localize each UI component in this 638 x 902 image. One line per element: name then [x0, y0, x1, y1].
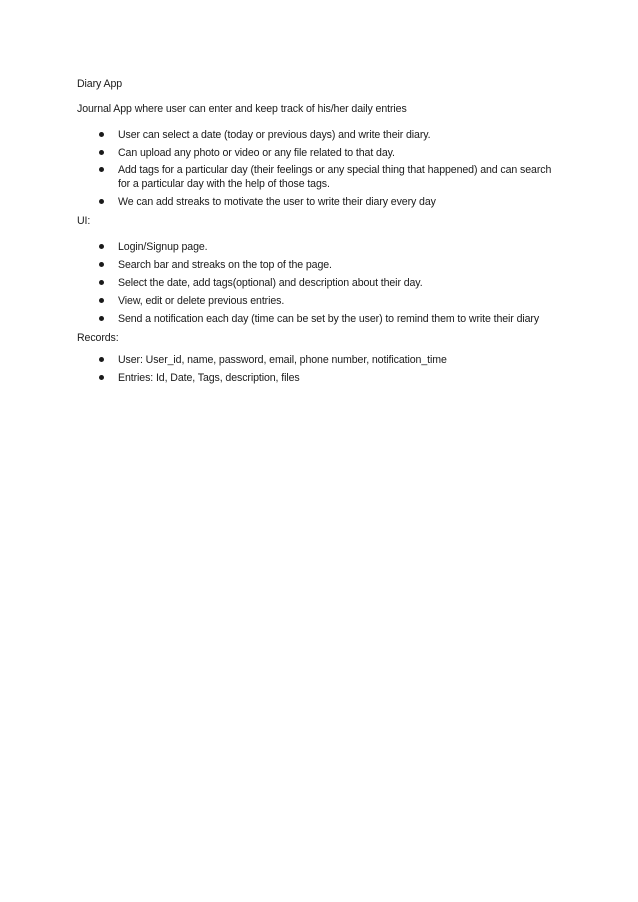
bullet-icon — [99, 262, 104, 267]
records-heading: Records: — [77, 332, 119, 344]
list-item: View, edit or delete previous entries. — [0, 294, 558, 308]
list-item: We can add streaks to motivate the user to write their diary every day — [0, 195, 558, 209]
document-title: Diary App — [77, 78, 123, 90]
features-list — [0, 128, 638, 214]
bullet-icon — [99, 316, 104, 321]
intro-paragraph: Journal App where user can enter and keep track of his/her daily entries — [77, 103, 407, 115]
bullet-icon — [99, 244, 104, 249]
bullet-icon — [99, 167, 104, 172]
list-item: Send a notification each day (time can be set by the user) to remind them to write their diary — [0, 312, 558, 326]
list-item: Login/Signup page. — [0, 240, 558, 254]
bullet-icon — [99, 280, 104, 285]
list-item: Can upload any photo or video or any file related to that day. — [0, 146, 558, 160]
bullet-icon — [99, 199, 104, 204]
records-list — [0, 353, 638, 390]
list-item: Add tags for a particular day (their feelings or any special thing that happened) and can search for a particular day with the help of those tags. — [0, 163, 558, 191]
list-item: User: User_id, name, password, email, phone number, notification_time — [0, 353, 558, 367]
list-item: User can select a date (today or previous days) and write their diary. — [0, 128, 558, 142]
bullet-icon — [99, 298, 104, 303]
bullet-icon — [99, 357, 104, 362]
bullet-icon — [99, 150, 104, 155]
list-item: Search bar and streaks on the top of the page. — [0, 258, 558, 272]
list-item: Select the date, add tags(optional) and description about their day. — [0, 276, 558, 290]
ui-list — [0, 240, 638, 331]
bullet-icon — [99, 375, 104, 380]
ui-heading: UI: — [77, 215, 91, 227]
list-item: Entries: Id, Date, Tags, description, files — [0, 371, 558, 385]
bullet-icon — [99, 132, 104, 137]
